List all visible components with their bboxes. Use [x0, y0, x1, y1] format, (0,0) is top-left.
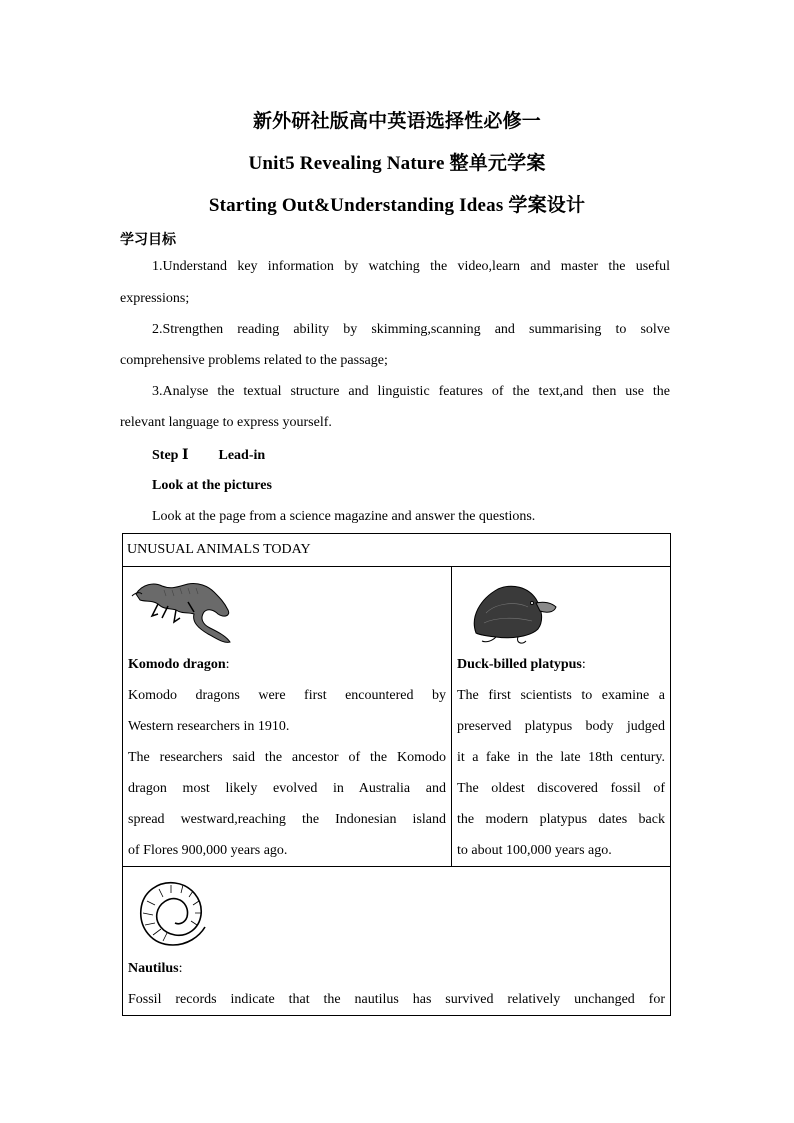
step-label: Step Ⅰ	[152, 448, 189, 463]
objective-text: .Strengthen reading ability by skimming,scanning and summarising to solve	[159, 322, 670, 337]
komodo-colon: :	[225, 657, 230, 672]
platypus-text-line: to about 100,000 years ago.	[457, 843, 612, 858]
nautilus-title: Nautilus	[128, 961, 179, 976]
platypus-colon: :	[581, 657, 586, 672]
nautilus-text-line: Fossil records indicate that the nautilus has survived relatively unchanged for	[128, 992, 665, 1007]
komodo-text-line: dragon most likely evolved in Australia and	[128, 781, 446, 796]
platypus-title-line	[452, 649, 670, 680]
objective-number: 1	[152, 259, 159, 274]
nautilus-colon: :	[178, 961, 183, 976]
nautilus-cell	[123, 867, 671, 1016]
komodo-dragon-image	[123, 567, 451, 649]
objective-text: .Understand key information by watching the video,learn and master the useful	[159, 259, 670, 274]
objective-2-line1	[152, 322, 670, 338]
platypus-image	[452, 567, 670, 649]
objective-text: .Analyse the textual structure and linguistic features of the text,and then use the	[159, 384, 670, 399]
unit-title: Unit5 Revealing Nature 整单元学案	[248, 153, 546, 174]
objective-1-line2: expressions;	[120, 291, 190, 306]
komodo-text-line: Komodo dragons were first encountered by	[128, 688, 446, 703]
platypus-cell	[452, 567, 671, 867]
objective-1-line1	[152, 259, 670, 275]
platypus-text-line: preserved platypus body judged	[457, 719, 665, 734]
komodo-text-line: of Flores 900,000 years ago.	[128, 843, 288, 858]
komodo-text-line: The researchers said the ancestor of the Komodo	[128, 750, 446, 765]
nautilus-image	[123, 867, 670, 953]
platypus-text-line: the modern platypus dates back	[457, 812, 665, 827]
objective-3-line2: relevant language to express yourself.	[120, 415, 332, 430]
step-name: Lead-in	[218, 448, 266, 463]
step-instruction: Look at the page from a science magazine and answer the questions.	[152, 509, 536, 524]
nautilus-title-line	[123, 953, 670, 984]
objective-2-line2: comprehensive problems related to the passage;	[120, 353, 388, 368]
magazine-header: UNUSUAL ANIMALS TODAY	[123, 534, 671, 567]
lesson-title: Starting Out&Understanding Ideas 学案设计	[208, 195, 586, 216]
magazine-table	[122, 533, 671, 1016]
platypus-text-line: The oldest discovered fossil of	[457, 781, 665, 796]
komodo-cell	[123, 567, 452, 867]
step-heading	[152, 447, 265, 464]
komodo-title: Komodo dragon	[128, 657, 226, 672]
objective-number: 3	[152, 384, 159, 399]
document-title: 新外研社版高中英语选择性必修一	[252, 111, 541, 132]
komodo-title-line	[123, 649, 451, 680]
komodo-text-line: Western researchers in 1910.	[128, 719, 290, 734]
platypus-text-line: it a fake in the late 18th century.	[457, 750, 665, 765]
platypus-text-line: The first scientists to examine a	[457, 688, 665, 703]
komodo-text-line: spread westward,reaching the Indonesian island	[128, 812, 446, 827]
objective-number: 2	[152, 322, 159, 337]
step-subheading: Look at the pictures	[152, 478, 272, 493]
platypus-title: Duck-billed platypus	[457, 657, 582, 672]
objective-3-line1	[152, 384, 670, 400]
objectives-heading: 学习目标	[120, 233, 176, 248]
